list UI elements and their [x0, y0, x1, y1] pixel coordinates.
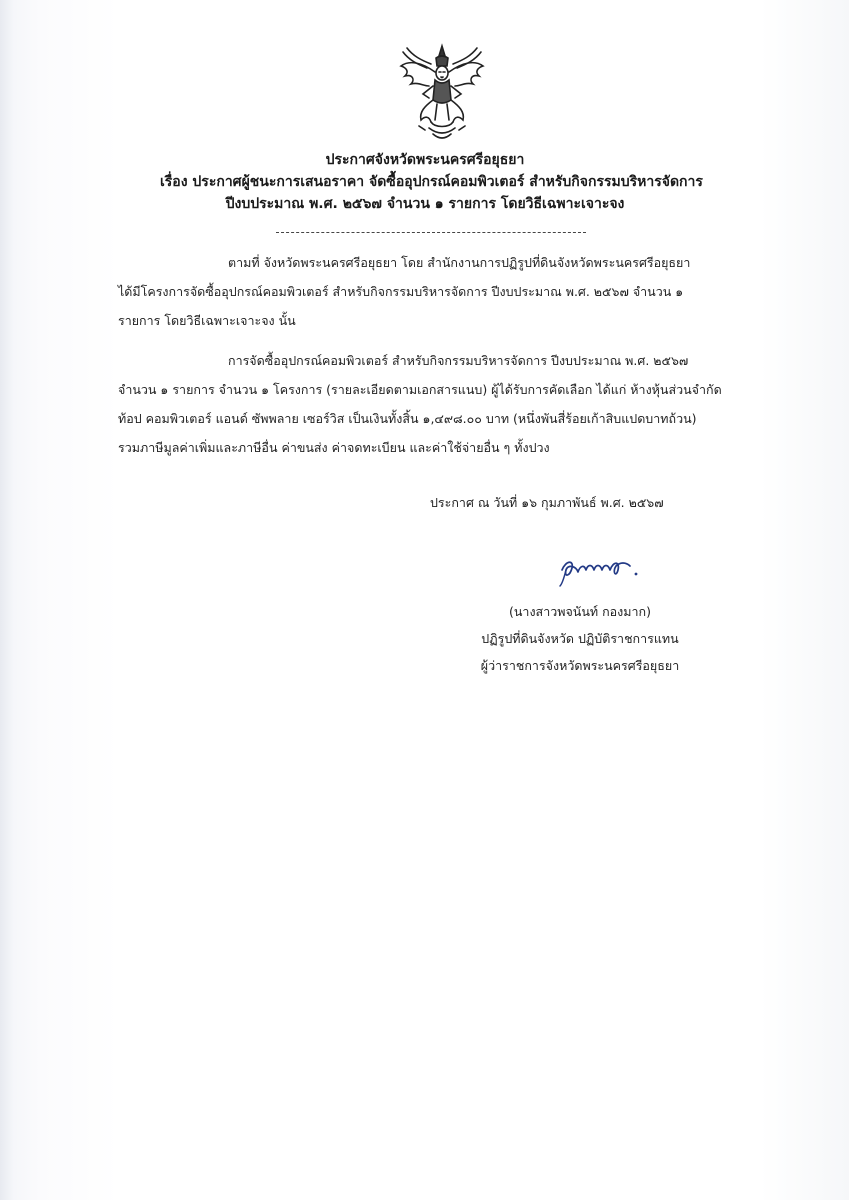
- paragraph-line: รายการ โดยวิธีเฉพาะเจาะจง นั้น: [118, 313, 296, 328]
- paragraph-line: การจัดซื้ออุปกรณ์คอมพิวเตอร์ สำหรับกิจกรรมบริหารจัดการ ปีงบประมาณ พ.ศ. ๒๕๖๗: [228, 353, 689, 368]
- header-divider: [276, 232, 586, 233]
- announcement-header: [160, 149, 703, 215]
- handwritten-signature-icon: [556, 548, 646, 588]
- signer-name: (นางสาวพจนันท์ กองมาก): [509, 604, 651, 619]
- paragraph-line: รวมภาษีมูลค่าเพิ่มและภาษีอื่น ค่าขนส่ง ค่าจดทะเบียน และค่าใช้จ่ายอื่น ๆ ทั้งปวง: [118, 440, 550, 455]
- paragraph-line: ท้อป คอมพิวเตอร์ แอนด์ ซัพพลาย เซอร์วิส เป็นเงินทั้งสิ้น ๑,๔๙๘.๐๐ บาท (หนึ่งพันสี่ร้อยเก้าสิบแปดบาทถ้วน): [118, 411, 697, 426]
- signer-position-acting-for: ผู้ว่าราชการจังหวัดพระนครศรีอยุธยา: [480, 658, 680, 673]
- paragraph-background: [118, 248, 786, 335]
- signer-block: [430, 598, 730, 679]
- paragraph-line: ตามที่ จังหวัดพระนครศรีอยุธยา โดย สำนักงานการปฏิรูปที่ดินจังหวัดพระนครศรีอยุธยา: [228, 255, 691, 270]
- announcement-subject-continued: ปีงบประมาณ พ.ศ. ๒๕๖๗ จำนวน ๑ รายการ โดยวิธีเฉพาะเจาะจง: [225, 196, 625, 212]
- paragraph-line: จำนวน ๑ รายการ จำนวน ๑ โครงการ (รายละเอียดตามเอกสารแนบ) ผู้ได้รับการคัดเลือก ได้แก่ ห้างหุ้นส่วนจำกัด: [118, 382, 722, 397]
- signer-position: ปฏิรูปที่ดินจังหวัด ปฏิบัติราชการแทน: [481, 631, 679, 646]
- paragraph-award: [118, 346, 786, 462]
- announcement-date: ประกาศ ณ วันที่ ๑๖ กุมภาพันธ์ พ.ศ. ๒๕๖๗: [430, 495, 664, 510]
- paragraph-line: ได้มีโครงการจัดซื้ออุปกรณ์คอมพิวเตอร์ สำหรับกิจกรรมบริหารจัดการ ปีงบประมาณ พ.ศ. ๒๕๖๗ จำนวน ๑: [118, 284, 684, 299]
- announcement-title: ประกาศจังหวัดพระนครศรีอยุธยา: [325, 152, 525, 168]
- announcement-subject: เรื่อง ประกาศผู้ชนะการเสนอราคา จัดซื้ออุปกรณ์คอมพิวเตอร์ สำหรับกิจกรรมบริหารจัดการ: [160, 174, 703, 190]
- garuda-emblem-icon: [395, 42, 489, 144]
